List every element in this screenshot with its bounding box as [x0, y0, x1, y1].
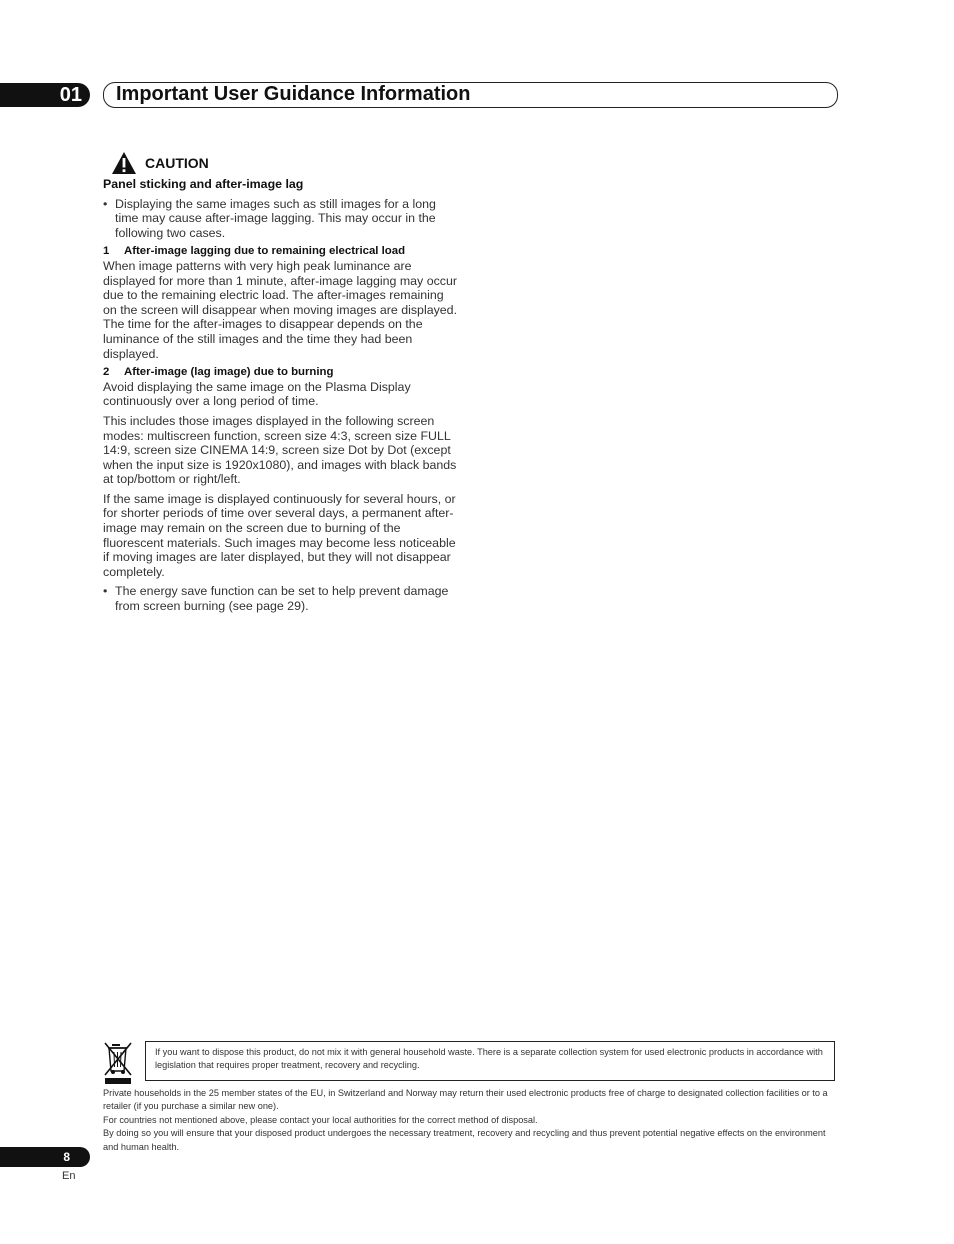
bullet-item — [103, 197, 459, 241]
bullet-mark: • — [103, 196, 108, 211]
disposal-note: Private households in the 25 member states of the EU, in Switzerland and Norway may return their used electronic products free of charge to designated collection facilities or to a retailer (if you purchase a similar new one). — [103, 1088, 828, 1112]
paragraph: If the same image is displayed continuously for several hours, or for shorter periods of time over several days, a permanent after-image may remain on the screen due to burning of the fluorescent materials. Such images may become less noticeable if moving images are later displayed, but they will not disappear completely. — [103, 491, 456, 579]
disposal-notice-text: If you want to dispose this product, do not mix it with general household waste. There is a separate collection system for used electronic products in accordance with legislation that requires proper treatment, recovery and recycling. — [155, 1047, 823, 1070]
chapter-number: 01 — [59, 84, 82, 106]
title-bar — [103, 82, 838, 108]
caution-header — [111, 150, 459, 176]
bullet-text: The energy save function can be set to help prevent damage from screen burning (see page 29). — [115, 584, 449, 614]
caution-label: CAUTION — [145, 154, 209, 171]
section-heading: Panel sticking and after-image lag — [103, 177, 304, 191]
paragraph: Avoid displaying the same image on the Plasma Display continuously over a long period of time. — [103, 379, 411, 409]
page-number-tab — [0, 1147, 90, 1167]
bullet-mark: • — [103, 584, 108, 599]
warning-triangle-icon — [111, 151, 137, 175]
paragraph: When image patterns with very high peak luminance are displayed for more than 1 minute, after-image lagging may occur due to the remaining electric load. The after-images remaining on the screen will disappear when moving images are displayed. The time for the after-images to disappear depends on the luminance of the still images and the time they had been displayed. — [103, 258, 458, 361]
chapter-tab — [0, 83, 90, 107]
page-number: 8 — [63, 1150, 70, 1164]
bullet-item — [103, 584, 459, 613]
disposal-note: For countries not mentioned above, please contact your local authorities for the correct method of disposal. — [103, 1114, 538, 1125]
numbered-heading — [103, 365, 459, 380]
disposal-notes — [103, 1087, 838, 1154]
bullet-text: Displaying the same images such as still images for a long time may cause after-image lagging. This may occur in the following two cases. — [115, 196, 436, 240]
heading-text: After-image (lag image) due to burning — [124, 366, 334, 379]
page-title: Important User Guidance Information — [116, 83, 471, 105]
disposal-notice-box — [145, 1041, 835, 1081]
heading-number: 1 — [103, 245, 110, 258]
disposal-note: By doing so you will ensure that your disposed product undergoes the necessary treatment, recovery and recycling and thus prevent potential negative effects on the environment and human health. — [103, 1128, 826, 1152]
caution-section — [103, 150, 459, 618]
crossed-out-wheelie-bin-icon — [103, 1041, 133, 1085]
paragraph: This includes those images displayed in the following screen modes: multiscreen function, screen size 4:3, screen size FULL 14:9, screen size CINEMA 14:9, screen size Dot by Dot (except when the input size is 1920x1080), and images with black bands at top/bottom or right/left. — [103, 413, 457, 487]
language-code: En — [62, 1170, 76, 1182]
heading-number: 2 — [103, 366, 110, 379]
numbered-heading — [103, 244, 459, 259]
heading-text: After-image lagging due to remaining electrical load — [124, 245, 406, 258]
